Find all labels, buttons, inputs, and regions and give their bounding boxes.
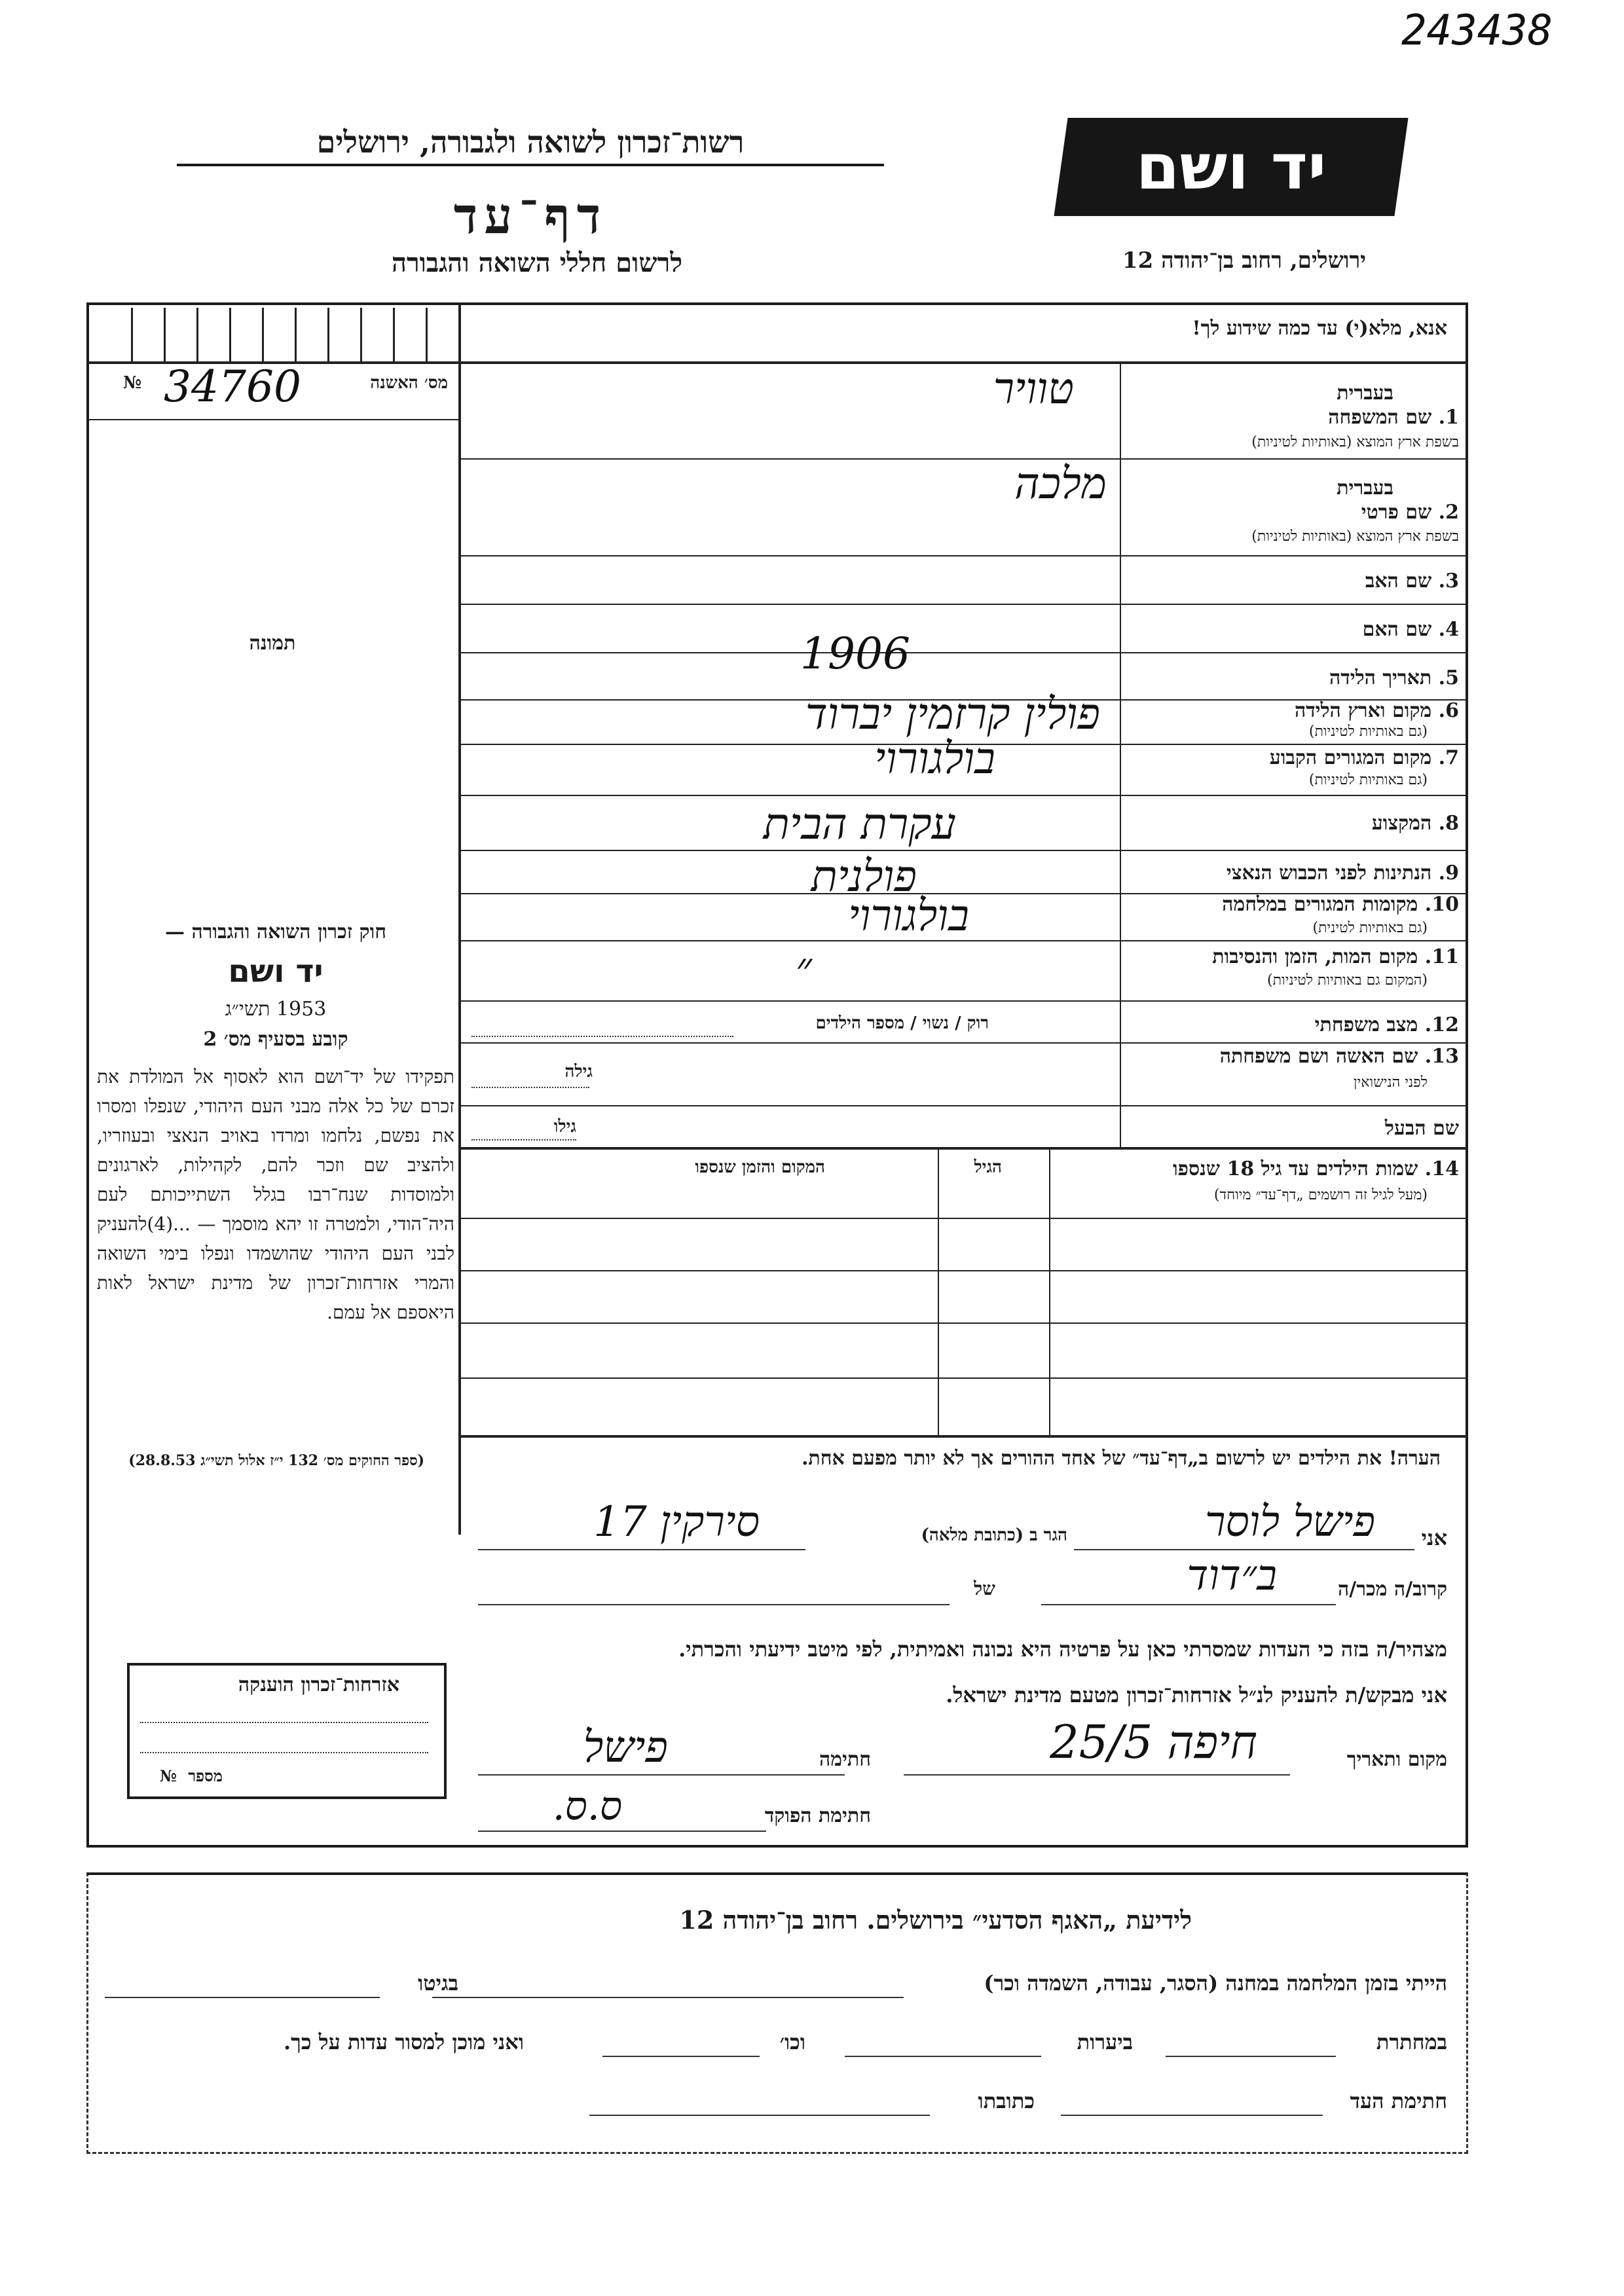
- field-13-label: [1220, 1045, 1459, 1068]
- row-divider: [458, 1000, 1468, 1002]
- officer-signature: ס.ס.: [552, 1783, 622, 1829]
- field-label: מקום המות, הזמן והנסיבות: [1212, 945, 1418, 968]
- photo-label: תמונה: [249, 632, 296, 655]
- row-divider: [458, 850, 1468, 851]
- law-title: חוק זכרון השואה והגבורה —: [165, 920, 386, 943]
- children-bottom: [458, 1435, 1468, 1438]
- field-5-label: [1329, 666, 1459, 689]
- field-1-label: [1328, 406, 1459, 429]
- signature-value: פישל: [583, 1722, 668, 1772]
- field-8-label: [1372, 812, 1459, 835]
- field-3-label: [1365, 570, 1459, 592]
- husband-age-line: [471, 1139, 576, 1140]
- field-13-note: לפני הנישואין: [1353, 1074, 1428, 1091]
- field-10-note: (גם באותיות לטינית): [1312, 920, 1428, 936]
- field-num: 4.: [1438, 618, 1459, 641]
- field-2-value: מלכה: [1014, 458, 1107, 509]
- field-label: שם האם: [1362, 618, 1432, 641]
- place-date-line: [904, 1774, 1290, 1776]
- field-label: שם פרטי: [1361, 501, 1432, 524]
- field-1-note: בשפת ארץ המוצא (באותיות לטיניות): [1251, 434, 1459, 450]
- field-label: מקומות המגורים במלחמה: [1222, 893, 1418, 916]
- row-divider: [458, 1105, 1468, 1106]
- hebrew-label-2: בעברית: [1337, 477, 1393, 500]
- field-5-value: 1906: [800, 629, 910, 679]
- field-4-label: [1363, 618, 1459, 641]
- field-11-label: [1212, 945, 1459, 968]
- children-row: [458, 1270, 1468, 1271]
- field-7-note: (גם באותיות לטיניות): [1308, 772, 1428, 788]
- form-instruction: אנא, מלא(י) עד כמה שידוע לך!: [1192, 317, 1447, 340]
- field-label: שם המשפחה: [1328, 406, 1432, 429]
- witness-signature-label: חתימת העד: [1350, 2088, 1447, 2113]
- field-label: שם האשה ושם משפחתה: [1219, 1045, 1418, 1068]
- file-number-value: 34760: [164, 361, 301, 412]
- law-section: קובע בסעיף מס׳ 2: [203, 1028, 348, 1051]
- field-9-label: [1227, 862, 1459, 884]
- field-label: הנתינות לפני הכבוש הנאצי: [1226, 862, 1432, 884]
- relative-label: קרוב/ה מכר/ה: [1338, 1578, 1447, 1601]
- field-num: 6.: [1438, 699, 1459, 722]
- address-line: [478, 1549, 805, 1550]
- row-divider: [458, 1147, 1468, 1150]
- ghetto-label: בגיטו: [418, 1971, 458, 1995]
- field-num: 9.: [1438, 862, 1459, 884]
- place-date-value: חיפה 25/5: [1050, 1715, 1257, 1769]
- marital-line: [471, 1036, 733, 1037]
- declarant-label: אני: [1421, 1525, 1447, 1550]
- field-10-value: בולגורוי: [848, 890, 969, 941]
- field-6-note: (גם באותיות לטיניות): [1308, 723, 1428, 740]
- field-label: שם האב: [1365, 570, 1432, 592]
- field-label: מצב משפחתי: [1314, 1013, 1418, 1036]
- wife-age-line: [471, 1087, 589, 1088]
- of-label: של: [974, 1578, 995, 1599]
- law-year-hebrew: תשי״ג: [225, 998, 270, 1021]
- row-divider: [458, 1042, 1468, 1044]
- field-num: 3.: [1438, 570, 1459, 592]
- place-date-label: מקום ותאריך: [1346, 1748, 1447, 1771]
- lower-line-1: הייתי בזמן המלחמה במחנה (הסגר, עבודה, השמדה וכר): [984, 1971, 1447, 1995]
- row-divider: [458, 652, 1468, 653]
- field-11-note: (המקום גם באותיות לטיניות): [1267, 972, 1428, 989]
- relative-line: [1041, 1604, 1336, 1605]
- request-text: אני מבקש/ת להעניק לנ״ל אזרחות־זכרון מטעם מדינת ישראל.: [946, 1683, 1447, 1707]
- children-age-header: הגיל: [974, 1157, 1002, 1177]
- field-12-label: [1315, 1013, 1459, 1036]
- field-num: 11.: [1424, 945, 1459, 968]
- row-divider: [458, 604, 1468, 605]
- children-place-header: המקום והזמן שנספו: [695, 1157, 825, 1177]
- labels-divider: [1120, 361, 1121, 1147]
- field-7-value: בולגורוי: [874, 733, 995, 784]
- field-label: המקצוע: [1371, 812, 1432, 835]
- of-line: [478, 1604, 950, 1605]
- file-number-label: מס׳ האשנה: [370, 373, 448, 393]
- children-note: (מעל לגיל זה רושמים „דף־עד״ מיוחד): [1213, 1187, 1428, 1203]
- relation-value: ב״דוד: [1187, 1552, 1277, 1600]
- wife-age-label: גילה: [564, 1062, 593, 1082]
- law-year-number: 1953: [276, 998, 327, 1021]
- field-num: 13.: [1424, 1045, 1459, 1068]
- seal-line: [140, 1752, 428, 1753]
- field-num: 10.: [1424, 893, 1459, 916]
- field-num: 12.: [1424, 1013, 1459, 1036]
- law-citation: (ספר החוקים מס׳ 132 י״ז אלול תשי״ג 28.8.53): [128, 1452, 424, 1469]
- etc-label: וכו׳: [779, 2030, 805, 2054]
- declarant-line: [1074, 1549, 1414, 1550]
- field-7-label: [1270, 746, 1459, 769]
- seal-number-label: מספר: [188, 1766, 223, 1785]
- officer-line: [478, 1831, 766, 1832]
- sidebar-divider-line: [86, 419, 458, 420]
- signature-line: [478, 1774, 845, 1776]
- field-2-label: [1361, 501, 1459, 524]
- lower-title: לידיעת „האגף הסדעי״ בירושלים. רחוב בן־יהודה 12: [679, 1905, 1192, 1935]
- field-num: 1.: [1438, 406, 1459, 429]
- declarant-name: פישל לוסר: [1204, 1498, 1375, 1546]
- field-11-value: ״: [795, 943, 812, 993]
- children-row: [458, 1218, 1468, 1219]
- lower-section-frame: [86, 1872, 1468, 2154]
- children-row: [458, 1322, 1468, 1324]
- field-1-value: טוויר: [993, 363, 1074, 414]
- field-6-value: פולין קרזמין יברוד: [805, 689, 1100, 739]
- remark-text: הערה! את הילדים יש לרשום ב„דף־עד״ של אחד ההורים אך לא יותר מפעם אחת.: [801, 1447, 1441, 1470]
- logo-text: יד ושם: [1135, 130, 1327, 204]
- residing-label: הגר ב (כתובת מלאה): [921, 1525, 1067, 1545]
- publisher-address: ירושלים, רחוב בן־יהודה 12: [1122, 247, 1367, 274]
- field-label: מקום וארץ הלידה: [1294, 699, 1432, 722]
- row-divider: [458, 555, 1468, 556]
- archive-number: 243438: [1401, 7, 1553, 55]
- field-num: 7.: [1438, 746, 1459, 769]
- hebrew-label-1: בעברית: [1337, 382, 1393, 405]
- form-subtitle: לרשום חללי השואה והגבורה: [391, 247, 683, 278]
- signature-label: חתימה: [819, 1748, 871, 1771]
- children-row: [458, 1377, 1468, 1379]
- ready-label: ואני מוכן למסור עדות על כך.: [283, 2030, 524, 2054]
- field-label: מקום המגורים הקבוע: [1269, 746, 1432, 769]
- field-num: 5.: [1438, 666, 1459, 689]
- husband-label: שם הבעל: [1384, 1117, 1459, 1140]
- forests-label: ביערות: [1077, 2030, 1133, 2054]
- field-6-label: [1295, 699, 1459, 722]
- field-8-value: עקרת הבית: [763, 799, 956, 849]
- declarant-address: סירקין 17: [593, 1498, 760, 1546]
- field-2-note: בשפת ארץ המוצא (באותיות לטיניות): [1251, 528, 1459, 545]
- row-divider: [458, 795, 1468, 796]
- witness-address-label: כתובתו: [978, 2088, 1035, 2113]
- declaration-text: מצהיר/ה בזה כי העדות שמסרתי כאן על פרטיה היא נכונה ואמיתית, לפי מיטב ידיעתי והכרתי.: [678, 1637, 1447, 1662]
- law-body: תפקידו של יד־ושם הוא לאסוף אל המולדת את זכרם של כל אלה מבני העם היהודי, שנפלו ומסרו את נפשם, נלחמו ומרדו באויב הנאצי ובעוזריו, ולהציב שם וזכר להם, לקהילות, לארגונים ולמוסדות שנח־רבו בגלל השתייכותם לעם היה־הודי, ולמטרה זו יהא מוסמך — ...(4)להעניק לבני העם היהודי שהושמדו ונפלו בימי השואה והמרי אזרחות־זכרון של מדינת ישראל לאות היאספם אל עמם.: [97, 1066, 454, 1323]
- field-num: 8.: [1438, 812, 1459, 835]
- sidebar-divider: [458, 302, 461, 1535]
- law-year: [97, 998, 454, 1021]
- field-10-label: [1222, 893, 1459, 916]
- officer-label: חתימת הפוקד: [764, 1804, 871, 1827]
- husband-age-label: גילו: [553, 1117, 576, 1137]
- underground-label: במחתרת: [1376, 2030, 1447, 2054]
- file-number-symbol: №: [123, 373, 142, 393]
- field-9-value: פולנית: [811, 851, 917, 902]
- law-name: יד ושם: [228, 953, 323, 990]
- row-divider: [458, 458, 1468, 460]
- field-label: תאריך הלידה: [1329, 666, 1432, 689]
- children-col-divider: [1049, 1147, 1050, 1435]
- institution-title: רשות־זכרון לשואה ולגבורה, ירושלים: [177, 124, 884, 166]
- form-title: דף־עד: [453, 187, 608, 245]
- marital-options: רוק / נשוי / מספר הילדים: [815, 1013, 989, 1033]
- children-header: 14. שמות הילדים עד גיל 18 שנספו: [1172, 1157, 1459, 1180]
- field-num: 2.: [1438, 501, 1459, 524]
- seal-number-symbol: №: [159, 1766, 177, 1785]
- children-col-divider: [938, 1147, 939, 1435]
- seal-line: [140, 1722, 428, 1723]
- seal-title: אזרחות־זכרון הוענקה: [238, 1673, 399, 1696]
